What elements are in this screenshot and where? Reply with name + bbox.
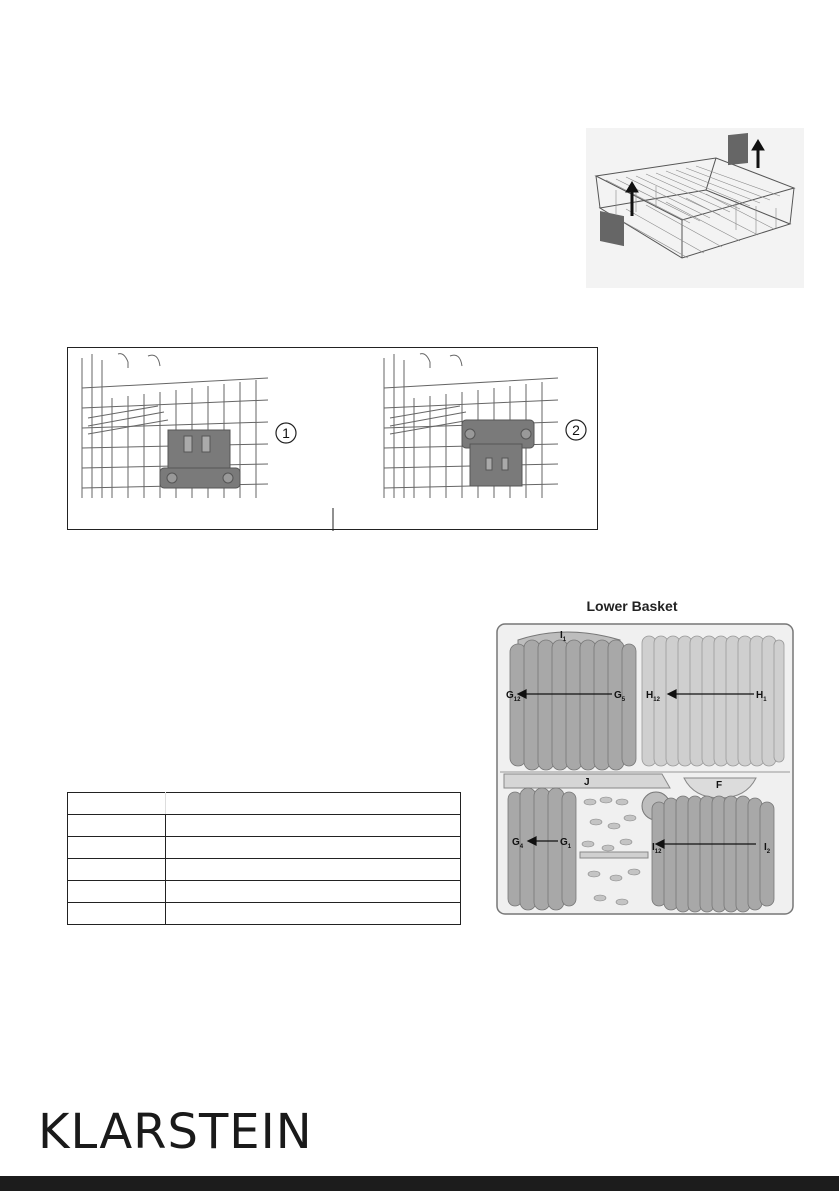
label-g5: $G_5$ — [614, 690, 626, 703]
step-1-number: 1 — [282, 425, 290, 441]
label-i1: $I_1$ — [560, 630, 567, 643]
table-cell — [68, 859, 166, 881]
table-row — [68, 903, 461, 925]
label-g12: $G_{12}$ — [506, 690, 521, 703]
label-f: F — [716, 780, 723, 791]
label-i12: $I_{12}$ — [652, 842, 662, 855]
label-j: J — [584, 777, 590, 788]
footer-bar — [0, 1176, 839, 1191]
label-h1: $H_1$ — [756, 690, 767, 703]
table-cell — [68, 837, 166, 859]
step-2-marker — [566, 420, 586, 440]
table-row — [68, 815, 461, 837]
table-cell — [68, 903, 166, 925]
step-2-number: 2 — [572, 422, 580, 438]
table-cell — [166, 837, 461, 859]
table-row — [68, 881, 461, 903]
label-i2: $I_2$ — [764, 842, 771, 855]
table-row — [68, 837, 461, 859]
table-header-row — [68, 793, 461, 815]
table-cell — [68, 815, 166, 837]
brand-logo: KLARSTEIN — [38, 1104, 313, 1160]
table-cell — [68, 793, 166, 815]
table-cell — [166, 859, 461, 881]
label-g1: $G_1$ — [560, 837, 572, 850]
table-cell — [166, 793, 461, 815]
loading-table — [67, 792, 461, 925]
table-cell — [166, 903, 461, 925]
label-h12: $H_{12}$ — [646, 690, 660, 703]
lower-basket-loading-diagram — [496, 622, 796, 916]
table-cell — [68, 881, 166, 903]
upper-basket-illustration — [586, 128, 804, 288]
table-cell — [166, 815, 461, 837]
table-row — [68, 859, 461, 881]
step-1-marker — [276, 423, 296, 443]
table-cell — [166, 881, 461, 903]
adjuster-illustration-frame — [67, 347, 598, 530]
lower-basket-title: Lower Basket — [586, 598, 678, 614]
label-g4: $G_4$ — [512, 837, 524, 850]
